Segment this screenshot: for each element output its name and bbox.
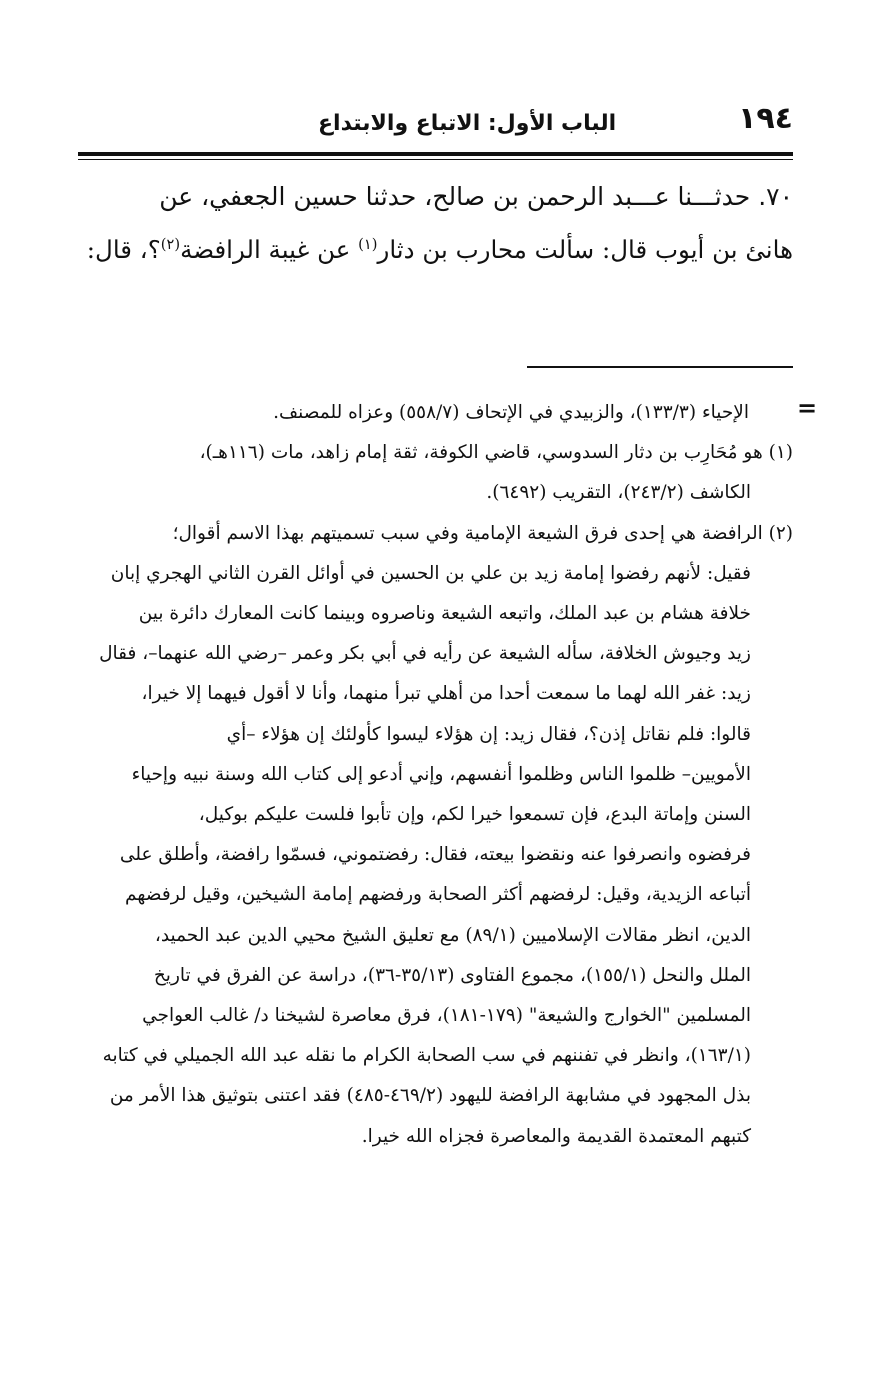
- page-header: [78, 96, 793, 146]
- footnote-2-line: الملل والنحل (١٥٥/١)، مجموع الفتاوى (٣٥/١٣-٣٦)، دراسة عن الفرق في تاريخ: [153, 964, 751, 986]
- footnote-continued: الإحياء (١٣٣/٣)، والزبيدي في الإتحاف (٥٥٨/٧) وعزاه للمصنف.: [273, 402, 749, 423]
- running-title: الباب الأول: الاتباع والابتداع: [318, 111, 617, 136]
- main-text-line: [78, 223, 793, 276]
- main-text-line: [78, 170, 793, 223]
- footnotes: [78, 393, 793, 1157]
- page-number: ١٩٤: [738, 101, 793, 136]
- main-text-segment: عن غيبة الرافضة: [180, 235, 359, 264]
- main-text-segment: ؟، قال:: [86, 235, 161, 264]
- footnote-2-line: فرفضوه وانصرفوا عنه ونقضوا بيعته، فقال: رفضتموني، فسمّوا رافضة، وأطلق على: [119, 844, 751, 866]
- footnote-2-line: أتباعه الزيدية، وقيل: لرفضهم أكثر الصحابة ورفضهم إمامة الشيخين، وقيل لرفضهم: [124, 884, 751, 906]
- footnote-2-line: (٢) الرافضة هي إحدى فرق الشيعة الإمامية وفي سبب تسميتهم بهذا الاسم أقوال؛: [172, 522, 793, 544]
- footnote-2-line: الأمويين– ظلموا الناس وظلموا أنفسهم، وإني أدعو إلى كتاب الله وسنة نبيه وإحياء: [131, 763, 751, 785]
- footnote-2-line: (١٦٣/١)، وانظر في تفننهم في سب الصحابة الكرام ما نقله عبد الله الجميلي في كتابه: [102, 1045, 751, 1067]
- footnote-separator: [527, 366, 793, 368]
- footnote-2-line: فقيل: لأنهم رفضوا إمامة زيد بن علي بن الحسين في أوائل القرن الثاني الهجري إبان: [110, 562, 751, 584]
- main-text: [78, 170, 793, 276]
- main-text-segment: حدثـــنا عـــبد الرحمن بن صالح، حدثنا حسين الجعفي، عن: [159, 182, 751, 211]
- footnote-ref-2[interactable]: (٢): [160, 235, 181, 253]
- footnote-2-line: السنن وإماتة البدع، فإن تسمعوا خيرا لكم، وإن تأبوا فلست عليكم بوكيل،: [198, 804, 751, 826]
- footnote-2-line: الدين، انظر مقالات الإسلاميين (٨٩/١) مع تعليق الشيخ محيي الدين عبد الحميد،: [154, 924, 751, 946]
- header-rule-thin: [78, 159, 793, 160]
- footnote-2-line: المسلمين "الخوارج والشيعة" (١٧٩-١٨١)، فرق معاصرة لشيخنا د/ غالب العواجي: [142, 1005, 751, 1027]
- footnote-2-line: كتبهم المعتمدة القديمة والمعاصرة فجزاه الله خيرا.: [361, 1125, 751, 1147]
- footnote-2-line: زيد وجيوش الخلافة، سأله الشيعة عن رأيه في أبي بكر وعمر –رضي الله عنهما–، فقال: [99, 643, 751, 665]
- hadith-number: ٧٠.: [758, 182, 793, 211]
- header-rule: [78, 152, 793, 156]
- footnote-1-line: الكاشف (٢٤٣/٢)، التقريب (٦٤٩٢).: [486, 482, 751, 504]
- continuation-mark: =: [797, 394, 818, 422]
- footnote-ref-1[interactable]: (١): [358, 235, 378, 253]
- footnote-2-line: زيد: غفر الله لهما ما سمعت أحدا من أهلي تبرأ منهما، وأنا لا أقول فيهما إلا خيرا،: [141, 683, 751, 705]
- footnote-1-line: (١) هو مُحَارِب بن دثار السدوسي، قاضي الكوفة، ثقة إمام زاهد، مات (١١٦هـ)،: [199, 442, 793, 464]
- footnote-2-line: خلافة هشام بن عبد الملك، واتبعه الشيعة وناصروه وبينما كانت المعارك دائرة بين: [138, 603, 751, 625]
- footnote-2-line: بذل المجهود في مشابهة الرافضة لليهود (٤٦٩/٢-٤٨٥) فقد اعتنى بتوثيق هذا الأمر من: [109, 1085, 751, 1107]
- main-text-segment: هانئ بن أيوب قال: سألت محارب بن دثار: [377, 235, 793, 264]
- footnote-2-line: قالوا: فلم نقاتل إذن؟، فقال زيد: إن هؤلاء ليسوا كأولئك إن هؤلاء –أي: [226, 723, 751, 745]
